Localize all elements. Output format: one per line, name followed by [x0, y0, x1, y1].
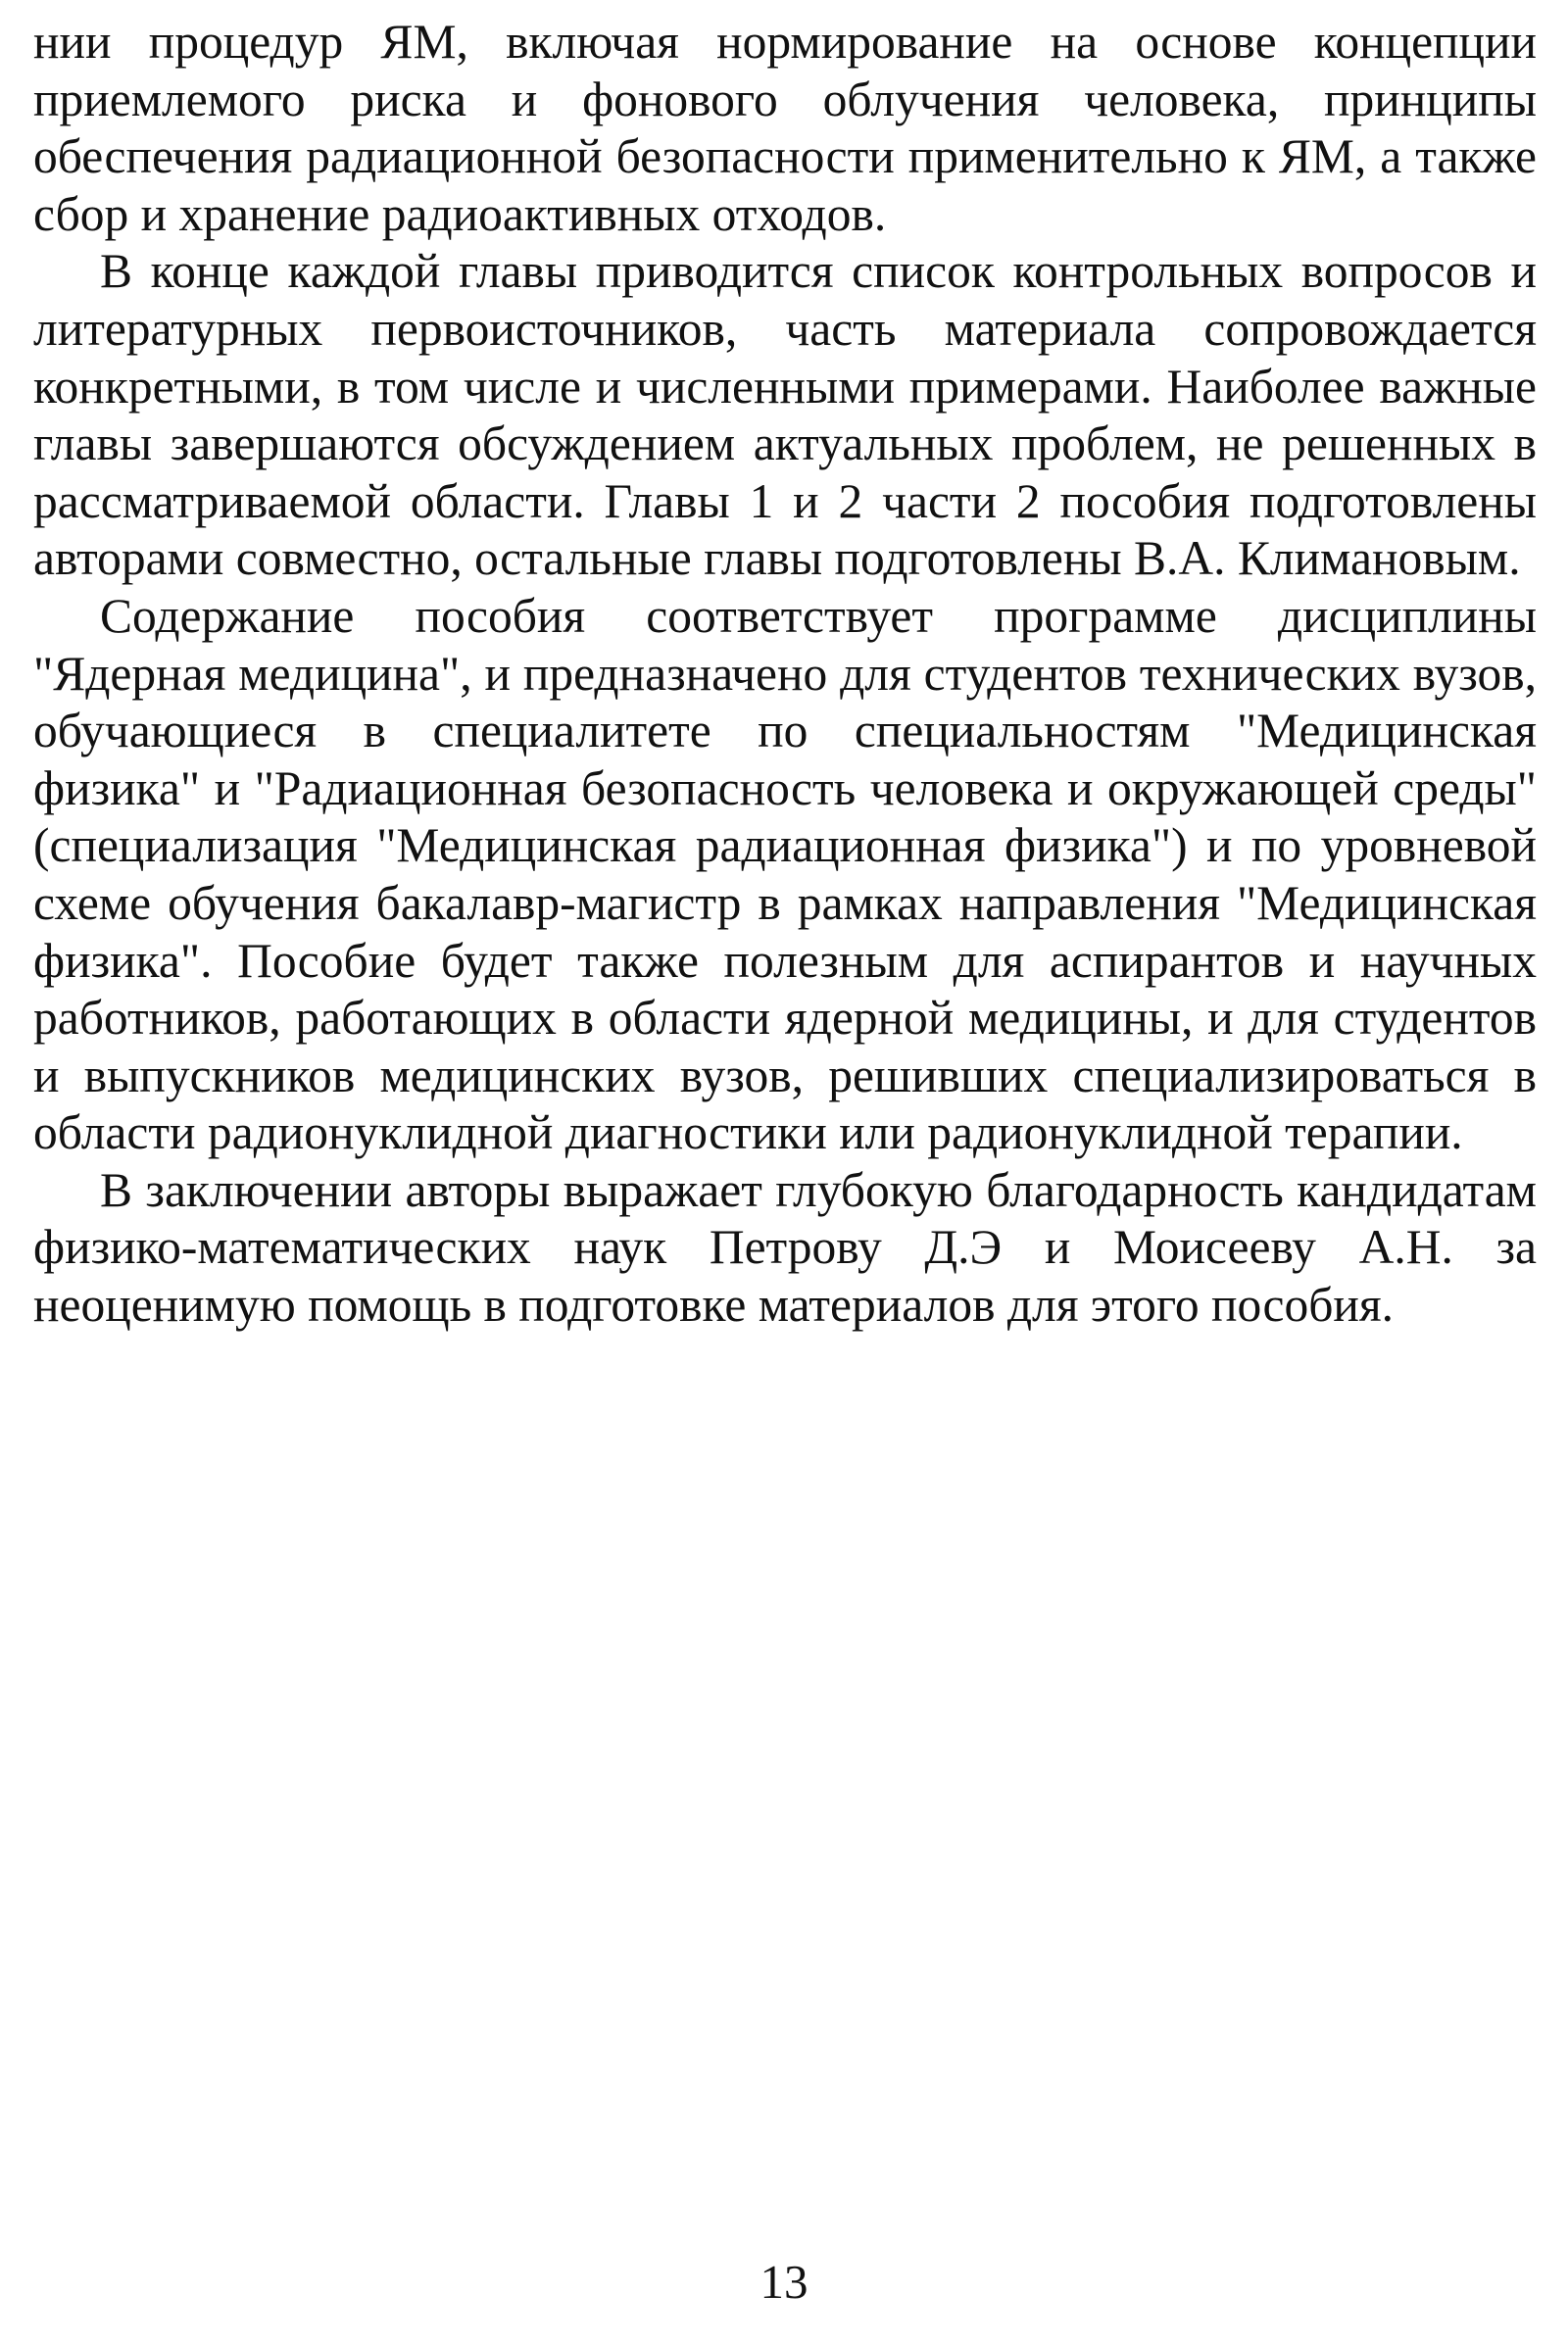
paragraph-content: Содержание пособия соответствует программе дисциплины "Ядерная медицина", и предназначено для студентов технических вузов, обучающиеся в специалитете по специальностям "Медицинская физика" и "Радиационная безопасность человека и окружающей среды" (специализация "Медицинская радиационная физика") и по уровневой схеме обучения бакалавр-магистр в рамках направления "Медицинская физика". Пособие будет также полезным для аспирантов и научных работников, работающих в области ядерной медицины, и для студентов и выпускников медицинских вузов, решивших специализироваться в области радионуклидной диагностики или радионуклидной терапии.	[33, 588, 1537, 1160]
page-number: 13	[760, 2255, 808, 2309]
paragraph-acknowledgements: В заключении авторы выражает глубокую благодарность кандидатам физико-математических наук Петрову Д.Э и Моисееву А.Н. за неоценимую помощь в подготовке материалов для этого пособия.	[33, 1162, 1537, 1333]
document-page	[33, 14, 1537, 1335]
paragraph-chapters: В конце каждой главы приводится список контрольных вопросов и литературных первоисточников, часть материала сопровождается конкретными, в том числе и численными примерами. Наиболее важные главы завершаются обсуждением актуальных проблем, не решенных в рассматриваемой области. Главы 1 и 2 части 2 пособия подготовлены авторами совместно, остальные главы подготовлены В.А. Климановым.	[33, 244, 1537, 586]
paragraph-continuation: нии процедур ЯМ, включая нормирование на основе концепции приемлемого риска и фонового облучения человека, принципы обеспечения радиационной безопасности применительно к ЯМ, а также сбор и хранение радиоактивных отходов.	[33, 15, 1537, 241]
